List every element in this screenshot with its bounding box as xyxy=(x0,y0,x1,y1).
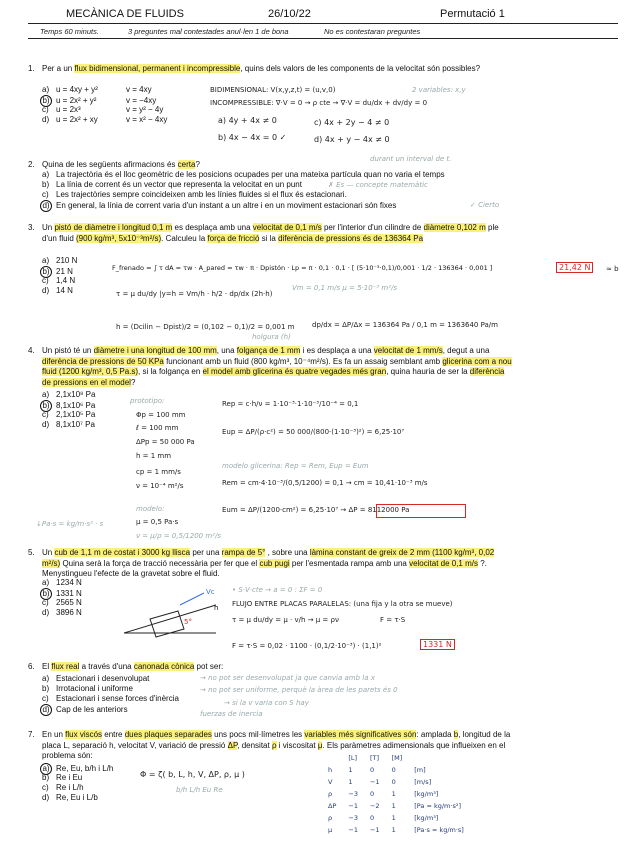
option-a[interactable] xyxy=(42,578,82,588)
handwritten-note: ✗ Es — concepte matemàtic xyxy=(328,181,428,189)
question-3-options xyxy=(42,256,77,296)
selected-answer-mark: a) xyxy=(40,763,52,775)
option-text: 8,1x10⁶ Pa xyxy=(56,401,96,410)
handwritten-note: prototipo: xyxy=(130,397,165,405)
option-text: Re i L/h xyxy=(56,783,84,792)
handwritten-note: b/h L/h Eu Re xyxy=(176,786,223,794)
highlight: força de fricció xyxy=(207,233,260,243)
question-2-options xyxy=(42,170,445,210)
highlight: ΔP xyxy=(227,740,238,750)
option-c[interactable] xyxy=(42,783,113,793)
table-cell: 1 xyxy=(391,790,396,798)
option-v: v = x² − 4xy xyxy=(126,115,168,124)
option-c[interactable] xyxy=(42,105,167,115)
option-v: v = −4xy xyxy=(126,96,157,105)
option-letter: a) xyxy=(42,85,50,94)
table-row xyxy=(322,776,470,788)
handwritten-note: ↓Pa·s = kg/m·s² · s xyxy=(36,520,104,528)
table-cell: −2 xyxy=(369,802,380,810)
handwritten-note: durant un interval de t. xyxy=(370,155,452,163)
highlight: rampa de 5° xyxy=(221,548,266,557)
text: . Calculeu la xyxy=(161,233,208,243)
option-text: 2565 N xyxy=(56,598,82,607)
highlight: μ xyxy=(317,740,323,750)
table-cell: V xyxy=(328,778,333,786)
highlight: flux bidimensional, permanent i incompressible xyxy=(74,64,241,73)
highlight: ρ xyxy=(271,740,277,750)
text: , densitat xyxy=(237,740,272,750)
handwritten-note: BIDIMENSIONAL: V(x,y,z,t) = (u,v,0) xyxy=(210,86,336,94)
option-c[interactable] xyxy=(42,598,82,608)
highlight: el model amb glicerina és quatre vegades més gran xyxy=(202,367,387,376)
handwritten-note: ✓ Cierto xyxy=(470,201,500,209)
option-b[interactable] xyxy=(42,773,113,783)
option-letter: c) xyxy=(42,598,49,607)
option-letter: a) xyxy=(42,390,50,399)
text: En un xyxy=(42,730,66,739)
option-letter: a) xyxy=(42,578,50,587)
handwritten-equation: Rem = cm·4·10⁻³/(0,5/1200) = 0,1 → cm = 10,41·10⁻³ m/s xyxy=(222,479,428,487)
handwritten-note: → no pot ser desenvolupat ja que canvia amb la x xyxy=(200,674,375,682)
text: per una xyxy=(190,548,222,557)
handwritten-note: → si la v varia con S hay xyxy=(224,699,309,707)
option-u: u = 2x³ xyxy=(56,105,81,114)
option-letter: a) xyxy=(42,256,50,265)
option-text: Estacionari i desenvolupat xyxy=(56,674,150,683)
text: funcionant amb un fluid (800 kg/m³, 10⁻⁴m²/s). Es fa un assaig semblant amb xyxy=(163,356,443,366)
highlight: velocitat de 0,1 m/s xyxy=(409,558,478,568)
question-number: 6. xyxy=(28,662,35,671)
handwritten-equation: F_frenado = ∫ τ dA = τw · A_pared = τw · π · Dpistón · Lp = π · 0,1 · 0,1 · [ (5·10⁻³·0,1)/0,001 · 1/2 · 136364 · 0,001 ] xyxy=(112,264,493,272)
option-text: Estacionari i sense forces d'inèrcia xyxy=(56,694,179,703)
text: per l'interior d'un cilindre de xyxy=(321,223,424,232)
question-6 xyxy=(28,662,588,674)
handwritten-equation: dp/dx = ΔP/Δx = 136364 Pa / 0,1 m = 1363640 Pa/m xyxy=(312,321,498,329)
highlight: diàmetre 0,102 m xyxy=(423,223,486,232)
option-text: Re i Eu xyxy=(56,773,83,782)
header-rule xyxy=(28,23,618,24)
question-1-options xyxy=(42,85,167,125)
table-cell: 0 xyxy=(369,814,375,822)
selected-answer-mark: d) xyxy=(40,704,52,716)
table-cell: [T] xyxy=(369,754,380,762)
text: uns pocs mil·límetres les xyxy=(211,730,305,739)
highlight: velocitat de 0,1 m/s xyxy=(252,223,322,232)
highlight: cub de 1,1 m de costat i 3000 kg llisca xyxy=(54,548,191,557)
handwritten-note: c) 4x + 2y − 4 ≠ 0 xyxy=(314,118,390,127)
table-cell: −1 xyxy=(369,826,380,834)
highlight: pistó de diàmetre i longitud 0,1 m xyxy=(54,223,173,232)
table-cell: ρ xyxy=(328,790,333,798)
handwritten-note: ν = 10⁻⁴ m²/s xyxy=(136,482,184,490)
text: Un xyxy=(42,548,55,557)
text: Per a un xyxy=(42,64,75,73)
text: Un pistó té un xyxy=(42,346,94,355)
angle-label: 5° xyxy=(184,618,192,626)
highlight: flux viscós xyxy=(65,730,103,739)
question-number: 2. xyxy=(28,160,35,169)
text: . Els paràmetres adimensionals que influeixen en el problema són: xyxy=(42,740,506,760)
option-d[interactable] xyxy=(42,286,77,296)
exam-date: 26/10/22 xyxy=(268,8,311,20)
table-cell: 0 xyxy=(391,778,396,786)
option-d[interactable] xyxy=(42,115,167,125)
option-text: 2,1x10⁵ Pa xyxy=(56,410,96,419)
answer-value: 1331 N xyxy=(420,639,455,650)
highlight: certa xyxy=(177,160,196,169)
table-cell: [M] xyxy=(391,754,403,762)
option-letter: c) xyxy=(42,190,49,199)
handwritten-note: modelo: xyxy=(136,505,165,513)
highlight: glicerina com a nou fluid (1200 kg/m³, 0,5 Pa.s) xyxy=(42,356,512,376)
option-text: 21 N xyxy=(56,267,73,276)
question-7 xyxy=(28,730,608,764)
handwritten-note: b) 4x − 4x = 0 ✓ xyxy=(218,133,287,142)
question-text xyxy=(42,64,512,75)
table-cell: [Pa·s = kg/m·s] xyxy=(414,826,464,834)
table-cell: ΔP xyxy=(328,802,337,810)
question-6-options xyxy=(42,674,179,714)
option-text: Re, Eu, b/h i L/h xyxy=(56,764,114,773)
instructions-rule xyxy=(28,38,618,39)
option-text: En general, la línia de corrent varia d'un instant a un altre i en un moviment estacionari són fixes xyxy=(56,201,397,210)
option-letter: c) xyxy=(42,105,49,114)
handwritten-note: fuerzas de inercia xyxy=(200,710,263,718)
table-cell: −1 xyxy=(369,778,380,786)
option-text: Les trajectòries sempre coincideixen amb les línies fluides si el flux és estacionari. xyxy=(56,190,347,199)
option-u: u = 2x² + xy xyxy=(56,115,98,124)
question-4 xyxy=(28,346,608,390)
text: , una xyxy=(216,346,237,355)
table-cell: [kg/m³] xyxy=(414,814,439,822)
question-number: 3. xyxy=(28,223,35,232)
option-u: u = 2x² + y² xyxy=(56,96,97,105)
highlight: cub pugi xyxy=(259,558,290,568)
table-row xyxy=(322,824,470,836)
handwritten-note: ℓ = 100 mm xyxy=(136,424,179,432)
table-cell: −3 xyxy=(348,790,358,798)
table-cell: 0 xyxy=(369,790,375,798)
option-d[interactable] xyxy=(42,704,179,714)
option-letter: d) xyxy=(42,115,50,124)
handwritten-note: INCOMPRESSIBLE: ∇·V = 0 → ρ cte → ∇·V = du/dx + dv/dy = 0 xyxy=(210,99,428,107)
table-cell: [m] xyxy=(414,766,426,774)
text: Quina serà la força de tracció necessària per fer que el xyxy=(60,558,260,568)
ramp-line xyxy=(124,604,219,633)
highlight: b xyxy=(453,730,459,739)
option-letter: b) xyxy=(42,180,50,189)
handwritten-note: ≈ b xyxy=(606,265,619,273)
answer-box xyxy=(376,504,466,518)
text: Quina de les següents afirmacions és xyxy=(42,160,178,169)
option-text: Re, Eu i L/b xyxy=(56,793,98,802)
text: si la xyxy=(259,233,279,243)
question-5 xyxy=(28,548,608,582)
handwritten-note: modelo glicerina: Rep = Rem, Eup = Eum xyxy=(222,462,369,470)
option-letter: d) xyxy=(42,793,50,802)
handwritten-note: Vm = 0,1 m/s μ = 5·10⁻³ m²/s xyxy=(292,284,398,292)
handwritten-note: FLUJO ENTRE PLACAS PARALELAS: (una fija y la otra se mueve) xyxy=(232,600,453,608)
handwritten-note: h = 1 mm xyxy=(136,452,172,460)
gap-label: h xyxy=(214,604,219,612)
velocity-arrow xyxy=(180,593,204,605)
table-cell xyxy=(408,752,470,764)
option-b[interactable] xyxy=(42,400,95,410)
handwritten-note: d) 4x + y − 4x ≠ 0 xyxy=(314,135,390,144)
handwritten-equation: Eum = ΔP/(1200·cm²) = 6,25·10⁷ → ΔP = 8112000 Pa xyxy=(222,506,410,514)
question-3 xyxy=(28,223,608,257)
selected-answer-mark: b) xyxy=(40,95,52,107)
question-text xyxy=(42,346,512,388)
answer-box xyxy=(556,263,593,272)
exam-time: Temps 60 minuts. xyxy=(40,27,99,36)
option-d[interactable] xyxy=(42,200,445,210)
question-number: 7. xyxy=(28,730,35,739)
handwritten-note: ΔPp = 50 000 Pa xyxy=(136,438,195,446)
table-cell: 1 xyxy=(348,778,353,786)
table-cell: μ xyxy=(328,826,333,834)
question-text xyxy=(42,223,512,244)
exam-note: No es contestaran preguntes xyxy=(324,27,421,36)
handwritten-note: • S·V·cte → a = 0 : ΣF = 0 xyxy=(232,586,323,594)
selected-answer-mark: b) xyxy=(40,400,52,412)
text: , quins dels valors de les components de la velocitat són possibles? xyxy=(240,64,481,73)
text: pot ser: xyxy=(194,662,224,671)
handwritten-equation: τ = μ du/dy |y=h = Vm/h · h/2 · dp/dx (2h·h) xyxy=(116,290,273,298)
text: ple d'un fluid xyxy=(42,223,499,243)
text: es desplaça amb una xyxy=(172,223,253,232)
table-cell: [kg/m³] xyxy=(414,790,439,798)
table-cell: −3 xyxy=(348,814,358,822)
option-text: La trajectòria és el lloc geomètric de les posicions ocupades per una mateixa partícula quan no varia el temps xyxy=(56,170,445,179)
table-cell: [m/s] xyxy=(414,778,432,786)
table-cell: 0 xyxy=(391,766,396,774)
text: , si la folgança en xyxy=(138,367,203,376)
text: : amplada xyxy=(416,730,454,739)
table-row xyxy=(322,764,470,776)
option-b[interactable] xyxy=(42,95,167,105)
question-number: 1. xyxy=(28,64,35,73)
question-5-options xyxy=(42,578,82,618)
selected-answer-mark: d) xyxy=(40,200,52,212)
text: a través d'una xyxy=(79,662,134,671)
handwritten-equation: Rep = c·h/ν = 1·10⁻³·1·10⁻³/10⁻⁴ = 0,1 xyxy=(222,400,359,408)
table-cell: [Pa = kg/m·s²] xyxy=(414,802,461,810)
handwritten-equation: F = τ·S = 0,02 · 1100 · (0,1/2·10⁻³) · (1,1)² xyxy=(232,642,382,650)
ramp-sketch xyxy=(120,585,220,640)
handwritten-note: a) 4y + 4x ≠ 0 xyxy=(218,116,277,125)
question-number: 5. xyxy=(28,548,35,557)
text: , quina hauria de ser la xyxy=(386,367,470,376)
table-cell: ρ xyxy=(328,814,333,822)
handwritten-note: μ = 0,5 Pa·s xyxy=(136,518,179,526)
option-d[interactable] xyxy=(42,608,82,618)
highlight: variables més significatives són xyxy=(304,730,417,739)
text: i es desplaça a una xyxy=(300,346,374,355)
dimensional-table-header xyxy=(322,752,470,764)
question-7-options xyxy=(42,763,113,803)
text: , longitud de la placa L, separació h, velocitat V, variació de pressió xyxy=(42,730,511,750)
option-d[interactable] xyxy=(42,420,95,430)
option-d[interactable] xyxy=(42,793,113,803)
option-a[interactable] xyxy=(42,85,167,95)
text: Un xyxy=(42,223,55,232)
highlight: velocitat de 1 mm/s xyxy=(373,346,443,355)
option-letter: c) xyxy=(42,694,49,703)
option-a[interactable] xyxy=(42,763,113,773)
answer-value: 21,42 N xyxy=(556,262,593,273)
handwritten-note: 2 variables: x,y xyxy=(412,86,466,94)
option-b[interactable] xyxy=(42,684,179,694)
text: i viscositat xyxy=(276,740,318,750)
question-number: 4. xyxy=(28,346,35,355)
exam-variant: Permutació 1 xyxy=(440,8,505,20)
option-c[interactable] xyxy=(42,190,445,200)
velocity-label: Vc xyxy=(206,588,215,596)
handwritten-note: holgura (h) xyxy=(252,333,291,341)
table-cell xyxy=(322,752,342,764)
handwritten-equation: h = (Dcilin − Dpist)/2 = (0,102 − 0,1)/2 = 0,001 m xyxy=(116,323,295,331)
option-text: 2,1x10⁸ Pa xyxy=(56,390,96,399)
question-text xyxy=(42,548,512,580)
table-cell: −1 xyxy=(348,802,358,810)
text: entre xyxy=(102,730,125,739)
option-text: 3896 N xyxy=(56,608,82,617)
course-title: MECÀNICA DE FLUIDS xyxy=(66,8,184,20)
handwritten-equation: Eup = ΔP/(ρ·c²) = 50 000/(800·(1·10⁻³)²) = 6,25·10⁷ xyxy=(222,428,405,436)
text: ? xyxy=(130,377,136,387)
option-b[interactable] xyxy=(42,588,82,598)
option-letter: c) xyxy=(42,410,49,419)
option-letter: c) xyxy=(42,276,49,285)
option-a[interactable] xyxy=(42,674,179,684)
option-text: 8,1x10⁷ Pa xyxy=(56,420,95,429)
option-letter: c) xyxy=(42,783,49,792)
option-c[interactable] xyxy=(42,694,179,704)
handwritten-note: Φp = 100 mm xyxy=(136,411,186,419)
option-u: u = 4xy + y² xyxy=(56,85,98,94)
option-a[interactable] xyxy=(42,390,95,400)
exam-rule: 3 preguntes mal contestades anul·len 1 de bona xyxy=(128,27,289,36)
option-v: v = 4xy xyxy=(126,85,152,94)
option-letter: b) xyxy=(42,684,50,693)
option-letter: a) xyxy=(42,170,50,179)
handwritten-note: → no pot ser uniforme, perquè la àrea de les parets és 0 xyxy=(200,686,398,694)
option-text: La línia de corrent és un vector que representa la velocitat en un punt xyxy=(56,180,302,189)
table-cell: −1 xyxy=(348,826,358,834)
table-row xyxy=(322,788,470,800)
handwritten-equation: τ = μ du/dy = μ · v/h → μ = ρν xyxy=(232,616,339,624)
option-letter: b) xyxy=(42,773,50,782)
option-letter: d) xyxy=(42,608,50,617)
table-cell: 1 xyxy=(391,814,396,822)
option-text: Irrotacional i uniforme xyxy=(56,684,133,693)
option-c[interactable] xyxy=(42,410,95,420)
table-row xyxy=(322,812,470,824)
handwritten-equation: Φ = ζ( b, L, h, V, ΔP, ρ, μ ) xyxy=(140,770,245,779)
option-text: Cap de les anteriors xyxy=(56,705,128,714)
text: , degut a una xyxy=(442,346,490,355)
table-cell: 1 xyxy=(391,802,396,810)
text: per l'esmentada rampa amb una xyxy=(289,558,410,568)
question-text xyxy=(42,160,512,171)
highlight: flux real xyxy=(51,662,80,671)
option-text: 210 N xyxy=(56,256,78,265)
option-letter: a) xyxy=(42,674,50,683)
option-text: 1,4 N xyxy=(56,276,76,285)
highlight: dues plaques separades xyxy=(124,730,212,739)
question-text xyxy=(42,662,512,673)
table-cell: 1 xyxy=(391,826,396,834)
selected-answer-mark: b) xyxy=(40,266,52,278)
highlight: (900 kg/m³, 5x10⁻³m²/s) xyxy=(76,233,162,243)
table-cell: 0 xyxy=(369,766,375,774)
option-v: v = y² − 4y xyxy=(126,105,164,114)
text: ? xyxy=(195,160,200,169)
option-c[interactable] xyxy=(42,276,77,286)
highlight: làmina constant de greix de 2 mm (1100 kg/m³, 0,02 m²/s) xyxy=(42,548,495,568)
table-cell: 1 xyxy=(348,766,353,774)
text: ?. Menystingueu l'efecte de la gravetat sobre el fluid. xyxy=(42,558,487,578)
table-row xyxy=(322,800,470,812)
text: El xyxy=(42,662,52,671)
handwritten-note: cp = 1 mm/s xyxy=(136,468,181,476)
selected-answer-mark: b) xyxy=(40,588,52,600)
highlight: canonada cònica xyxy=(133,662,195,671)
question-4-options xyxy=(42,390,95,430)
highlight: diàmetre i una longitud de 100 mm xyxy=(93,346,217,355)
handwritten-note: ν = μ/ρ = 0,5/1200 m²/s xyxy=(136,532,221,540)
option-b[interactable] xyxy=(42,266,77,276)
highlight: diferència de pressions de 50 KPa xyxy=(42,356,164,366)
table-cell: [L] xyxy=(348,754,358,762)
option-letter: d) xyxy=(42,420,50,429)
highlight: folgança de 1 mm xyxy=(236,346,301,355)
option-letter: d) xyxy=(42,286,50,295)
option-a[interactable] xyxy=(42,256,77,266)
highlight: diferència de pressions és de 136364 Pa xyxy=(278,233,424,243)
option-a[interactable] xyxy=(42,170,445,180)
handwritten-note: F = τ·S xyxy=(380,616,406,624)
table-cell: h xyxy=(328,766,333,774)
option-text: 14 N xyxy=(56,286,73,295)
dimensional-table xyxy=(322,752,470,836)
option-text: 1331 N xyxy=(56,589,82,598)
text: , sobre una xyxy=(265,548,310,557)
highlight: diferència de pressions en el model xyxy=(42,367,505,387)
option-text: 1234 N xyxy=(56,578,82,587)
answer-box xyxy=(420,640,455,649)
